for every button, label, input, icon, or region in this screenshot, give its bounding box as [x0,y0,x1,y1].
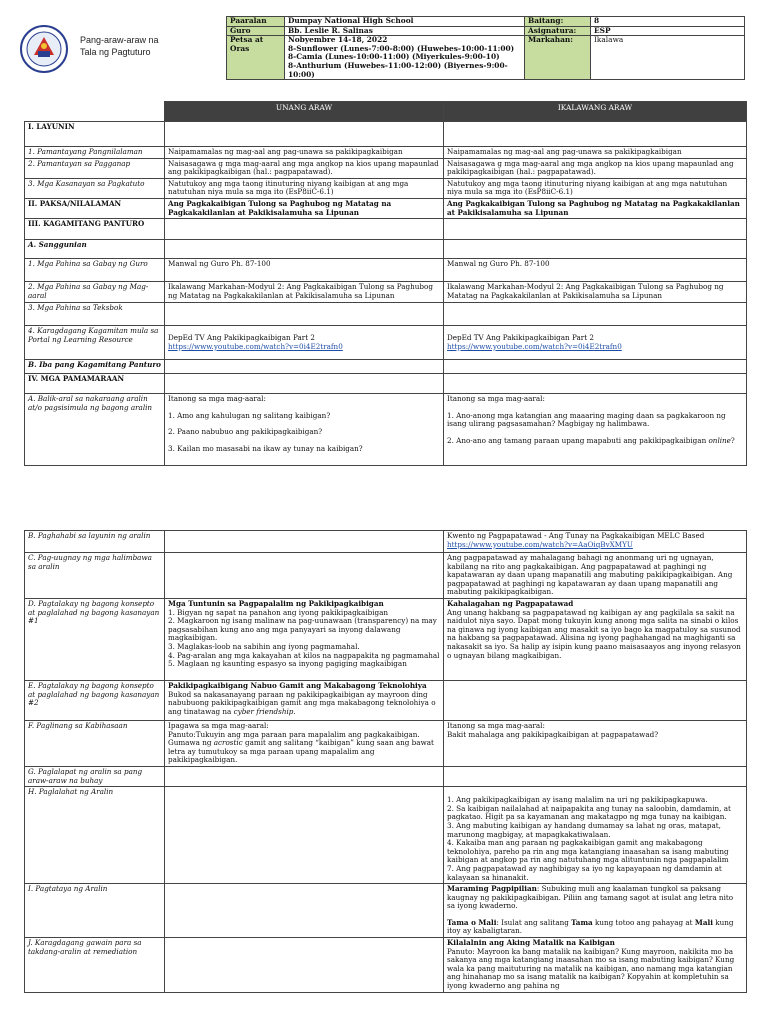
deped-seal-logo [20,25,68,73]
petsa-label: Petsa at Oras [227,36,285,80]
cell-text-part: Bukod sa nakasanayang paraan ng pakikipagkaibigan ay mayroon ding nabubuong pakikipagkaibigan gamit ang mga makabagong teknolohiya o ang tinatawag na [168,689,436,716]
cell-text: Bakit mahalaga ang pakikipagkaibigan at pagpapatawad? [447,729,659,739]
petsa-line: 8-Anthurium (Huwebes-11:00-12:00) (Biyernes-9:00-10:00) [288,60,508,79]
question-item: 2. Paano nabubuo ang pakikipagkaibigan? [168,427,323,437]
cell-text [447,885,743,911]
resource-link[interactable]: https://www.youtube.com/watch?v=0i4E2trafn0 [447,341,622,351]
question-item: 1. Amo ang kahulugan ng salitang kaibigan? [168,410,331,420]
cell-text [168,691,440,717]
cell-text-part: gamit ang salitang “kaibigan” kung saan ang bawat letra ay tumutukoy sa mga paraan upang mapalalim ang pakikipagkaibigan. [168,738,434,765]
cell-text: Naipamamalas ng mag-aal ang pag-unawa sa pakikipagkaibigan [444,147,747,159]
subheading: Kilalalnin ang Aking Matalik na Kaibigan [447,938,615,948]
question-text-italic: online [708,435,731,445]
bold-term: Maraming Pagpipilian [447,884,537,894]
cell-text-part: kung itoy ay kabaligtaran. [447,917,734,936]
row-label-learning-resource: 4. Karagdagang Kagamitan mula sa Portal ng Learning Resource [25,326,165,360]
row-label-paglinang: F. Paglinang sa Kabihasaan [25,721,165,767]
markahan-label: Markahan: [525,36,591,80]
petsa-line: 8-Camia (Lunes-10:00-11:00) (Miyerkules-9:00-10) [288,52,500,62]
subheading: Pakikipagkaibigang Nabuo Gamit ang Makabagong Teknolohiya [168,681,427,690]
list-item: 3. Maglakas-loob na sabihin ang iyong pagmamahal. [168,641,360,651]
row-label-paglalahat: H. Paglalahat ng Aralin [25,787,165,884]
paaralan-value: Dumpay National High School [285,17,525,27]
subheading: Mga Tuntunin sa Pagpapalalim ng Pakikipagkaibigan [168,599,384,608]
list-item: 7. Ang pagpapatawad ay naghibigay sa iyo ng kapayapaan ng damdamin at kalayaan sa hinanakit. [447,863,722,882]
cell-text: Itanong sa mga mag-aaral: [168,394,266,404]
column-header-day-2: IKALAWANG ARAW [444,102,747,122]
cell-text: Manwal ng Guro Ph. 87-100 [165,259,444,282]
question-text: ? [730,435,735,445]
section-layunin: I. LAYUNIN [25,122,165,147]
cell-text-part: : Subuking muli ang kaalaman tungkol sa paksang kaugnay ng pakikipagkaibigan. Piliin ang tamang sagot at isulat ang letra nito sa iyong kwaderno. [447,884,734,911]
row-label-pagtataya: I. Pagtataya ng Aralin [25,884,165,938]
section-pamamaraan: IV. MGA PAMAMARAAN [25,374,165,394]
subheading: Kahalagahan ng Pagpapatawad [447,599,574,608]
row-label-gabay-ng-guro: 1. Mga Pahina sa Gabay ng Guro [25,259,165,282]
cell-text: Ipagawa sa mga mag-aaral: [168,721,269,730]
question-item: 3. Kailan mo masasabi na ikaw ay tunay na kaibigan? [168,443,363,453]
cell-text: Itanong sa mga mag-aaral: [447,394,545,404]
section-kagamitan: III. KAGAMITANG PANTURO [25,219,165,240]
row-label-pag-uugnay: C. Pag-uugnay ng mga halimbawa sa aralin [25,553,165,599]
cell-text [168,731,440,765]
baitang-value: 8 [591,17,745,27]
resource-title: DepEd TV Ang Pakikipagkaibigan Part 2 [168,333,315,343]
lesson-plan-table-part-2 [24,530,747,993]
cell-text-part: Panuto:Tukuyin ang mga paraan para mapalalim ang pagkakaibigan. Gumawa ng [168,729,420,748]
petsa-value [285,36,525,80]
row-label-gabay-ng-mag-aaral: 2. Mga Pahina sa Gabay ng Mag-aaral [25,282,165,303]
markahan-value: Ikalawa [591,36,745,80]
resource-link[interactable]: https://www.youtube.com/watch?v=0i4E2trafn0 [168,341,343,351]
list-item: 2. Sa kaibigan nailalahad at naipapakita ang tunay na saloobin, damdamin, at pagkatao. Higit pa sa kayamanan ang makatagpo ng mga tunay na kaibigan. [447,803,731,822]
list-item: 5. Maglaan ng kaunting espasyo sa inyong pagiging magkaibigan [168,659,407,669]
cell-text-italic: acrostic [213,738,243,748]
cell-text: Manwal ng Guro Ph. 87-100 [444,259,747,282]
row-label-sanggunian: A. Sanggunian [25,240,165,259]
cell-text-part: : Isulat ang salitang [496,917,572,927]
bold-term: Mali [694,917,713,927]
petsa-line: 8-Sunflower (Lunes-7:00-8:00) (Huwebes-10:00-11:00) [288,43,515,53]
list-item: 4. Kakaiba man ang paraan ng pagkakaibigan gamit ang makabagong teknolohiya, pareho pa rin ang mga katangiang inaasahan sa isang mabuting kaibigan at angkop pa rin ang natutuhang mga alituntunin nga pagpapalalim [447,838,729,865]
bold-term: Tama o Mali [447,917,497,927]
guro-label: Guro [227,26,285,36]
row-label-karagdagang-gawain: J. Karagdagang gawain para sa takdang-aralin at remediation [25,938,165,993]
cell-text: Ang Pagkakaibigan Tulong sa Paghubog ng Matatag na Pagkakakilanlan at Pakikisalamuha sa Lipunan [165,198,444,218]
question-item: 1. Ano-anong mga katangian ang maaaring maging daan sa pagkakaroon ng isang ulirang pagsasamahan? Magbigay ng halimbawa. [447,410,726,429]
list-item: 3. Ang mabuting kaibigan ay handang dumamay sa lahat ng oras, matapat, marunong magbigay, at mapagkakatiwalaan. [447,820,721,839]
resource-title: DepEd TV Ang Pakikipagkaibigan Part 2 [447,333,594,343]
cell-text [447,919,743,936]
cell-text: Naisasagawa g mga mag-aaral ang mga angkop na kios upang mapaunlad ang pakikipagkaibigan (hal.: pagpapatawad). [444,158,747,178]
cell-text-part: . [293,706,296,716]
paaralan-label: Paaralan [227,17,285,27]
cell-text-italic: cyber friendship [233,706,294,716]
question-item [447,437,743,446]
cell-text: Ikalawang Markahan-Modyul 2: Ang Pagkakaibigan Tulong sa Paghubog ng Matatag na Pagkakakilanlan at Pakikisalamuha sa Lipunan [444,282,747,303]
list-item: 4. Pag-aralan ang mga kakayahan at kilos na nagpapakita ng pagmamahal [168,650,440,660]
section-paksa: II. PAKSA/NILALAMAN [25,198,165,218]
bold-term: Tama [571,917,593,927]
cell-text: Ang Pagkakaibigan Tulong sa Paghubog ng Matatag na Pagkakakilanlan at Pakikisalamuha sa Lipunan [444,198,747,218]
cell-text: Ang unang hakbang sa pagpapatawad ng kaibigan ay ang pagkilala sa sakit na naidulot niya sayo. Dapat mong tukuyin kung anong mga salita na sinabi o kilos na ginawa ng iyong kaibigan ang masakit sa iyo bago ka magpatuloy sa susunod na hakbang sa pagpapatawad. Alisina ng iyong paghahangad na maghiganti sa nakasakit sa iyo. Sa halip ay isipin kung paano maisasaayos ang inyong relasyon o ugnayan bilang magkaibigan. [447,607,741,660]
row-label-paghahabi: B. Paghahabi sa layunin ng aralin [25,531,165,553]
title-line-2: Tala ng Pagtuturo [80,47,151,57]
guro-value: Bb. Leslie R. Salinas [285,26,525,36]
question-text: 2. Ano-ano ang tamang paraan upang mapabuti ang pakikipagkaibigan [447,435,709,445]
petsa-line: Nobyembre 14-18, 2022 [288,35,388,45]
row-label-balik-aral: A. Balik-aral sa nakaraang aralin at/o pagsisimula ng bagong aralin [25,394,165,466]
cell-text: Itanong sa mga mag-aaral: [447,721,545,730]
row-label-pagtalakay-1: D. Pagtalakay ng bagong konsepto at paglalahad ng bagong kasanayan #1 [25,599,165,681]
video-title: Kwento ng Pagpapatawad - Ang Tunay na Pagkakaibigan MELC Based [447,531,705,540]
row-label-pamantayang-pangnilalaman: 1. Pamantayang Pangnilalaman [25,147,165,159]
title-line-1: Pang-araw-araw na [80,35,159,45]
lesson-plan-table-part-1 [24,101,747,466]
cell-text: Natutukoy ang mga taong itinuturing niyang kaibigan at ang mga natutuhan niya mula sa mga ito (EsP8iiC-6.1) [165,178,444,198]
row-label-teksbok: 3. Mga Pahina sa Teksbok [25,303,165,326]
cell-text: Natutukoy ang mga taong itinuturing niyang kaibigan at ang mga natutuhan niya mula sa mga ito (EsP8iiC-6.1) [444,178,747,198]
cell-text: Panuto: Mayroon ka bang matalik na kaibigan? Kung mayroon, nakikita mo ba sakanya ang mga katangiang inaasahan mo sa isang mabuting kaibigan? Kung wala ka pang maituturing na matalik na kaibigan, ano namang mga katangian ang hinahanap mo sa isang matalik na kaibigan? Kopyahin at kompletuhin sa iyong kwaderno ang pahina ng [447,946,735,991]
row-label-pamantayan-sa-pagganap: 2. Pamantayan sa Pagganap [25,158,165,178]
cell-text: Naipamamalas ng mag-aal ang pag-unawa sa pakikipagkaibigan [165,147,444,159]
row-label-pagtalakay-2: E. Pagtalakay ng bagong konsepto at paglalahad ng bagong kasanayan #2 [25,681,165,721]
cell-text-part: kung totoo ang pahayag at [592,917,695,927]
list-item: 1. Ang pakikipagkaibigan ay isang malalim na uri ng pakikipagkapuwa. [447,795,708,805]
baitang-label: Baitang: [525,17,591,27]
asignatura-label: Asignatura: [525,26,591,36]
row-label-kasanayan: 3. Mga Kasanayan sa Pagkatuto [25,178,165,198]
row-label-iba-pang-kagamitan: B. Iba pang Kagamitang Panturo [25,360,165,374]
cell-text: Naisasagawa g mga mag-aaral ang mga angkop na kios upang mapaunlad ang pakikipagkaibigan (hal.: pagpapatawad). [165,158,444,178]
column-header-day-1: UNANG ARAW [165,102,444,122]
document-title [80,34,159,58]
list-item: 2. Magkaroon ng isang malinaw na pag-uunawaan (transparency) na may pagsasabihan kung ano ang mga panyayari sa inyong dalawang magkaibigan. [168,616,437,643]
cell-text: Ang pagpapatawad ay mahalagang bahagi ng anonmang uri ng ugnayan, kabilang na rito ang pagkakaibigan. Ang pagpapatawad at paghingi ng kapatawaran ay daan upang mapanatili ang mabuting pakikipagkaibigan. Ang pagpapatawad at paghingi ng kapatawaran ay daan upang mapanatili ang mabuting pakikipagkaibigan. [444,553,747,599]
row-label-paglalapat: G. Paglalapat ng aralin sa pang araw-araw na buhay [25,766,165,786]
asignatura-value: ESP [591,26,745,36]
cell-text: Ikalawang Markahan-Modyul 2: Ang Pagkakaibigan Tulong sa Paghubog ng Matatag na Pagkakakilanlan at Pakikisalamuha sa Lipunan [165,282,444,303]
header-info-table [226,16,745,80]
video-link[interactable]: https://www.youtube.com/watch?v=AaOiqBvXMYU [447,539,633,549]
list-item: 1. Bigyan ng sapat na panahon ang iyong pakikipagkaibigan [168,607,389,617]
